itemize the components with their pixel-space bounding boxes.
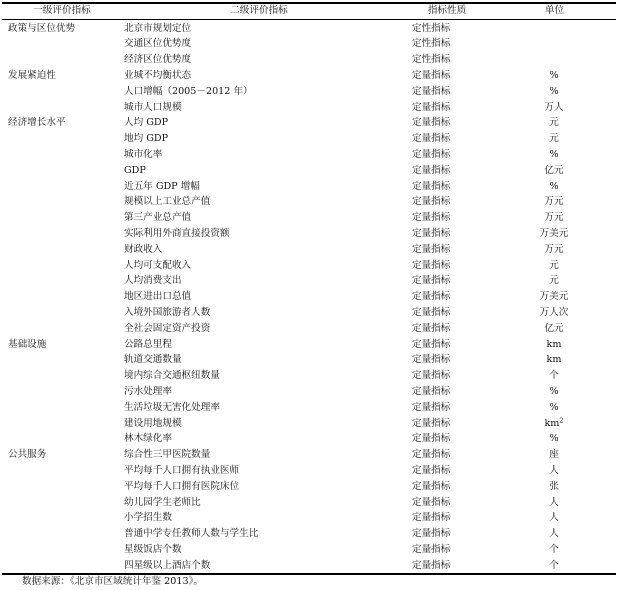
unit-cell	[514, 52, 594, 68]
table-row	[2, 352, 616, 368]
unit-cell: 座	[549, 449, 559, 461]
table-row	[2, 416, 616, 432]
level2-cell: 人均 GDP	[124, 117, 169, 129]
level1-cell	[8, 131, 118, 147]
unit-cell: 元	[549, 117, 559, 129]
source-note: 数据来源：《北京市区域统计年鉴 2013》。	[22, 576, 203, 587]
unit-cell: 元	[549, 259, 559, 271]
unit-cell: 万元	[544, 196, 564, 208]
nature-cell: 定量指标	[412, 401, 451, 413]
level2-cell: 轨道交通数量	[124, 354, 182, 366]
nature-cell: 定量指标	[412, 306, 451, 318]
table-row	[2, 510, 616, 526]
table-row	[2, 558, 616, 574]
unit-cell: 万人	[544, 101, 564, 113]
level2-cell: 幼儿园学生老师比	[124, 496, 201, 508]
level2-cell: 建设用地规模	[124, 417, 182, 429]
nature-cell: 定量指标	[412, 370, 451, 382]
level1-cell	[8, 479, 118, 495]
nature-cell: 定量指标	[412, 354, 451, 366]
level1-cell	[8, 510, 118, 526]
nature-cell: 定量指标	[412, 528, 451, 540]
nature-cell: 定量指标	[412, 227, 451, 239]
unit-cell: 个	[549, 559, 559, 571]
level2-cell: 入境外国旅游者人数	[124, 306, 211, 318]
level2-cell: 林木绿化率	[124, 433, 172, 445]
level1-cell	[8, 100, 118, 116]
nature-cell: 定量指标	[412, 101, 451, 113]
unit-cell: 亿元	[544, 322, 564, 334]
level1-cell	[8, 526, 118, 542]
level1-cell	[8, 384, 118, 400]
nature-cell: 定量指标	[412, 512, 451, 524]
level1-cell	[8, 542, 118, 558]
nature-cell: 定量指标	[412, 417, 451, 429]
header-unit: 单位	[544, 5, 565, 16]
nature-cell: 定量指标	[412, 259, 451, 271]
nature-cell: 定量指标	[412, 559, 451, 571]
header-level1: 一级评价指标	[33, 5, 91, 16]
level1-cell: 经济增长水平	[8, 117, 66, 129]
unit-cell: 万元	[544, 212, 564, 224]
level2-cell: 经济区位优势度	[124, 54, 192, 66]
table-row	[2, 52, 616, 68]
nature-cell: 定量指标	[412, 322, 451, 334]
level1-cell	[8, 226, 118, 242]
level1-cell	[8, 179, 118, 195]
unit-cell: 人	[549, 496, 559, 508]
level2-cell: 境内综合交通枢纽数量	[124, 370, 220, 382]
level2-cell: 财政收入	[124, 243, 163, 255]
nature-cell: 定性指标	[412, 54, 451, 66]
unit-cell: %	[549, 69, 559, 81]
table-row	[2, 258, 616, 274]
unit-cell: %	[549, 401, 559, 413]
nature-cell: 定量指标	[412, 85, 451, 97]
nature-cell: 定量指标	[412, 180, 451, 192]
table-row	[2, 431, 616, 447]
table-row	[2, 242, 616, 258]
nature-cell: 定量指标	[412, 164, 451, 176]
table-row	[2, 542, 616, 558]
unit-superscript: 2	[559, 416, 564, 424]
level1-cell	[8, 210, 118, 226]
unit-cell: %	[549, 180, 559, 192]
unit-cell: 元	[549, 275, 559, 287]
level2-cell: 综合性三甲医院数量	[124, 449, 211, 461]
level1-cell: 基础设施	[8, 338, 47, 350]
level1-cell	[8, 242, 118, 258]
level2-cell: 小学招生数	[124, 512, 172, 524]
unit-cell: 万美元	[539, 291, 569, 303]
level1-cell	[8, 305, 118, 321]
level1-cell: 公共服务	[8, 449, 47, 461]
level2-cell: 北京市规划定位	[124, 22, 192, 34]
unit-cell: 万美元	[539, 227, 569, 239]
table-row	[2, 163, 616, 179]
unit-cell: %	[549, 433, 559, 445]
level1-cell	[8, 258, 118, 274]
table-row	[2, 68, 616, 84]
level2-cell: 生活垃圾无害化处理率	[124, 401, 220, 413]
table-row	[2, 289, 616, 305]
level2-cell: 人均消费支出	[124, 275, 182, 287]
table-row	[2, 400, 616, 416]
table-row	[2, 115, 616, 131]
level1-cell	[8, 194, 118, 210]
level1-cell	[8, 463, 118, 479]
unit-cell: 个	[549, 370, 559, 382]
level2-cell: 四星级以上酒店个数	[124, 559, 211, 571]
table-row	[2, 179, 616, 195]
table-row	[2, 84, 616, 100]
level2-cell: 近五年 GDP 增幅	[124, 180, 200, 192]
level2-cell: 地区进出口总值	[124, 291, 192, 303]
level2-cell: 地均 GDP	[124, 133, 169, 145]
nature-cell: 定量指标	[412, 243, 451, 255]
nature-cell: 定量指标	[412, 291, 451, 303]
nature-cell: 定性指标	[412, 38, 451, 50]
nature-cell: 定性指标	[412, 22, 451, 34]
table-row	[2, 447, 616, 463]
level2-cell: 平均每千人口拥有医院床位	[124, 480, 240, 492]
table-row	[2, 210, 616, 226]
level1-cell	[8, 416, 118, 432]
table-row	[2, 131, 616, 147]
level1-cell	[8, 400, 118, 416]
unit-cell: $km^2$	[544, 416, 564, 429]
table-row	[2, 368, 616, 384]
table-row	[2, 100, 616, 116]
unit-cell: 个	[549, 543, 559, 555]
unit-cell: km	[546, 354, 562, 366]
unit-cell: 亿元	[544, 164, 564, 176]
header-level2: 二级评价指标	[230, 5, 288, 16]
level1-cell	[8, 558, 118, 574]
table-row	[2, 147, 616, 163]
level1-cell	[8, 273, 118, 289]
level1-cell	[8, 52, 118, 68]
unit-cell: km	[546, 338, 562, 350]
table-row	[2, 321, 616, 337]
level1-cell: 发展紧迫性	[8, 69, 56, 81]
nature-cell: 定量指标	[412, 480, 451, 492]
level2-cell: 城市化率	[124, 148, 163, 160]
table-header-row	[2, 3, 616, 19]
level2-cell: 污水处理率	[124, 385, 172, 397]
level2-cell: 第三产业总产值	[124, 212, 192, 224]
level1-cell	[8, 495, 118, 511]
level2-cell: 全社会固定资产投资	[124, 322, 211, 334]
level2-cell: 星级饭店个数	[124, 543, 182, 555]
level2-cell: GDP	[124, 164, 146, 176]
unit-cell	[514, 36, 594, 52]
table-row	[2, 526, 616, 542]
nature-cell: 定量指标	[412, 338, 451, 350]
level2-cell: 实际利用外商直接投资额	[124, 227, 230, 239]
table-row	[2, 226, 616, 242]
unit-cell: %	[549, 385, 559, 397]
nature-cell: 定量指标	[412, 385, 451, 397]
table-row	[2, 384, 616, 400]
level2-cell: 普通中学专任教师人数与学生比	[124, 528, 259, 540]
nature-cell: 定量指标	[412, 212, 451, 224]
unit-cell: 人	[549, 528, 559, 540]
unit-cell	[514, 21, 594, 37]
nature-cell: 定量指标	[412, 117, 451, 129]
table-row	[2, 305, 616, 321]
nature-cell: 定量指标	[412, 464, 451, 476]
level1-cell	[8, 84, 118, 100]
level1-cell	[8, 321, 118, 337]
table-row	[2, 21, 616, 37]
level2-cell: 人口增幅（2005－2012 年）	[124, 85, 253, 97]
level1-cell	[8, 368, 118, 384]
header-nature: 指标性质	[427, 5, 467, 16]
unit-cell: 人	[549, 512, 559, 524]
nature-cell: 定量指标	[412, 449, 451, 461]
level1-cell	[8, 147, 118, 163]
nature-cell: 定量指标	[412, 69, 451, 81]
nature-cell: 定量指标	[412, 433, 451, 445]
table-row	[2, 463, 616, 479]
level1-cell	[8, 36, 118, 52]
level2-cell: 平均每千人口拥有执业医师	[124, 464, 240, 476]
unit-cell: %	[549, 148, 559, 160]
level1-cell: 政策与区位优势	[8, 22, 76, 34]
level1-cell	[8, 352, 118, 368]
unit-cell: 人	[549, 464, 559, 476]
nature-cell: 定量指标	[412, 133, 451, 145]
level1-cell	[8, 289, 118, 305]
table-row	[2, 273, 616, 289]
unit-cell: %	[549, 85, 559, 97]
level2-cell: 城市人口规模	[124, 101, 182, 113]
nature-cell: 定量指标	[412, 275, 451, 287]
table-row	[2, 479, 616, 495]
table-row	[2, 337, 616, 353]
table-row	[2, 194, 616, 210]
level1-cell	[8, 431, 118, 447]
table-row	[2, 36, 616, 52]
nature-cell: 定量指标	[412, 496, 451, 508]
level2-cell: 人均可支配收入	[124, 259, 192, 271]
nature-cell: 定量指标	[412, 148, 451, 160]
level1-cell	[8, 163, 118, 179]
unit-cell: 元	[549, 133, 559, 145]
level2-cell: 业城不均衡状态	[124, 69, 192, 81]
level2-cell: 规模以上工业总产值	[124, 196, 211, 208]
unit-cell: 万元	[544, 243, 564, 255]
nature-cell: 定量指标	[412, 196, 451, 208]
level2-cell: 公路总里程	[124, 338, 172, 350]
nature-cell: 定量指标	[412, 543, 451, 555]
unit-cell: 张	[549, 480, 559, 492]
unit-cell: 万人次	[539, 306, 569, 318]
table-row	[2, 495, 616, 511]
level2-cell: 交通区位优势度	[124, 38, 192, 50]
